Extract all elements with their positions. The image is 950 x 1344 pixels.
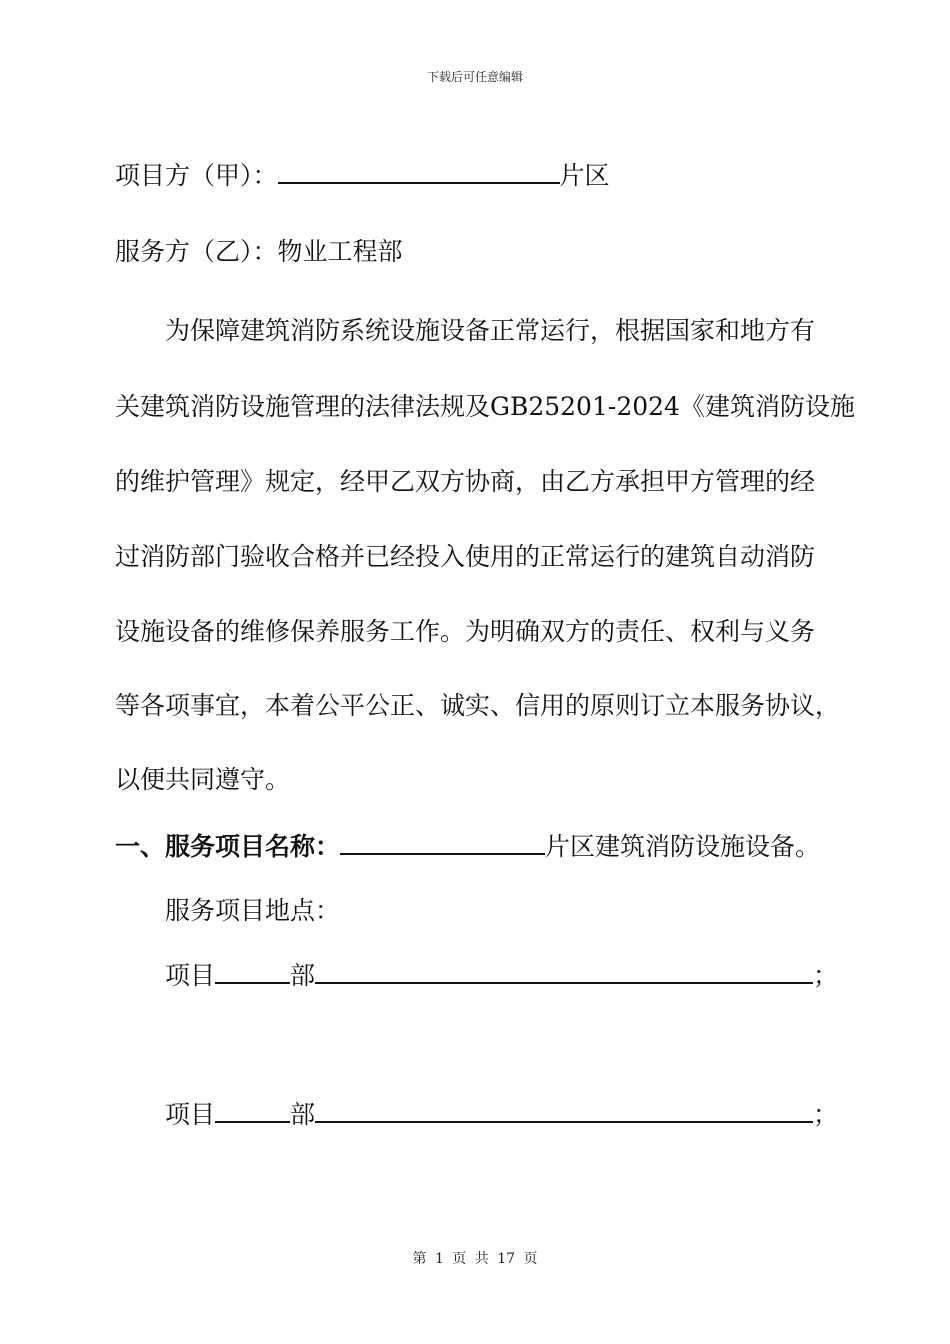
- location-item-blank-short[interactable]: [215, 1097, 290, 1123]
- page-footer: 第 1 页 共 17 页: [412, 1251, 538, 1267]
- location-label: 服务项目地点：: [165, 896, 341, 925]
- preamble-line: 等各项事宜，本着公平公正、诚实、信用的原则订立本服务协议，: [115, 691, 841, 720]
- location-item-prefix: 项目: [165, 961, 216, 990]
- preamble-line: 设施设备的维修保养服务工作。为明确双方的责任、权利与义务: [115, 617, 816, 646]
- party-a-line: [115, 158, 840, 192]
- preamble-line: 的维护管理》规定，经甲乙双方协商，由乙方承担甲方管理的经: [115, 467, 816, 496]
- location-item: [165, 1097, 890, 1131]
- location-item: [165, 958, 890, 992]
- section1-heading: 一、服务项目名称：: [115, 832, 341, 861]
- location-item-end: ；: [813, 961, 839, 990]
- location-item-middle: 部: [290, 1100, 316, 1129]
- party-b-value: 物业工程部: [277, 237, 403, 266]
- location-item-blank-long[interactable]: [315, 1097, 813, 1123]
- preamble-line: 过消防部门验收合格并已经投入使用的正常运行的建筑自动消防: [115, 542, 816, 571]
- header-note: 下载后可任意编辑: [426, 70, 523, 84]
- section1-title-line: [115, 829, 840, 863]
- preamble-line: 关建筑消防设施管理的法律法规及GB25201-2024《建筑消防设施: [115, 392, 855, 421]
- party-b-label: 服务方（乙）：: [115, 237, 278, 266]
- party-a-suffix: 片区: [559, 161, 610, 190]
- location-item-middle: 部: [290, 961, 316, 990]
- section1-blank[interactable]: [340, 829, 545, 855]
- location-item-end: ；: [813, 1100, 839, 1129]
- party-a-blank[interactable]: [278, 158, 560, 184]
- location-item-blank-long[interactable]: [315, 958, 813, 984]
- section1-suffix: 片区建筑消防设施设备。: [545, 832, 821, 861]
- party-a-label: 项目方（甲）：: [115, 161, 278, 190]
- preamble-line: 为保障建筑消防系统设施设备正常运行，根据国家和地方有: [165, 316, 816, 345]
- location-item-prefix: 项目: [165, 1100, 216, 1129]
- preamble-line: 以便共同遵守。: [115, 765, 291, 794]
- location-item-blank-short[interactable]: [215, 958, 290, 984]
- party-b-line: [115, 236, 840, 268]
